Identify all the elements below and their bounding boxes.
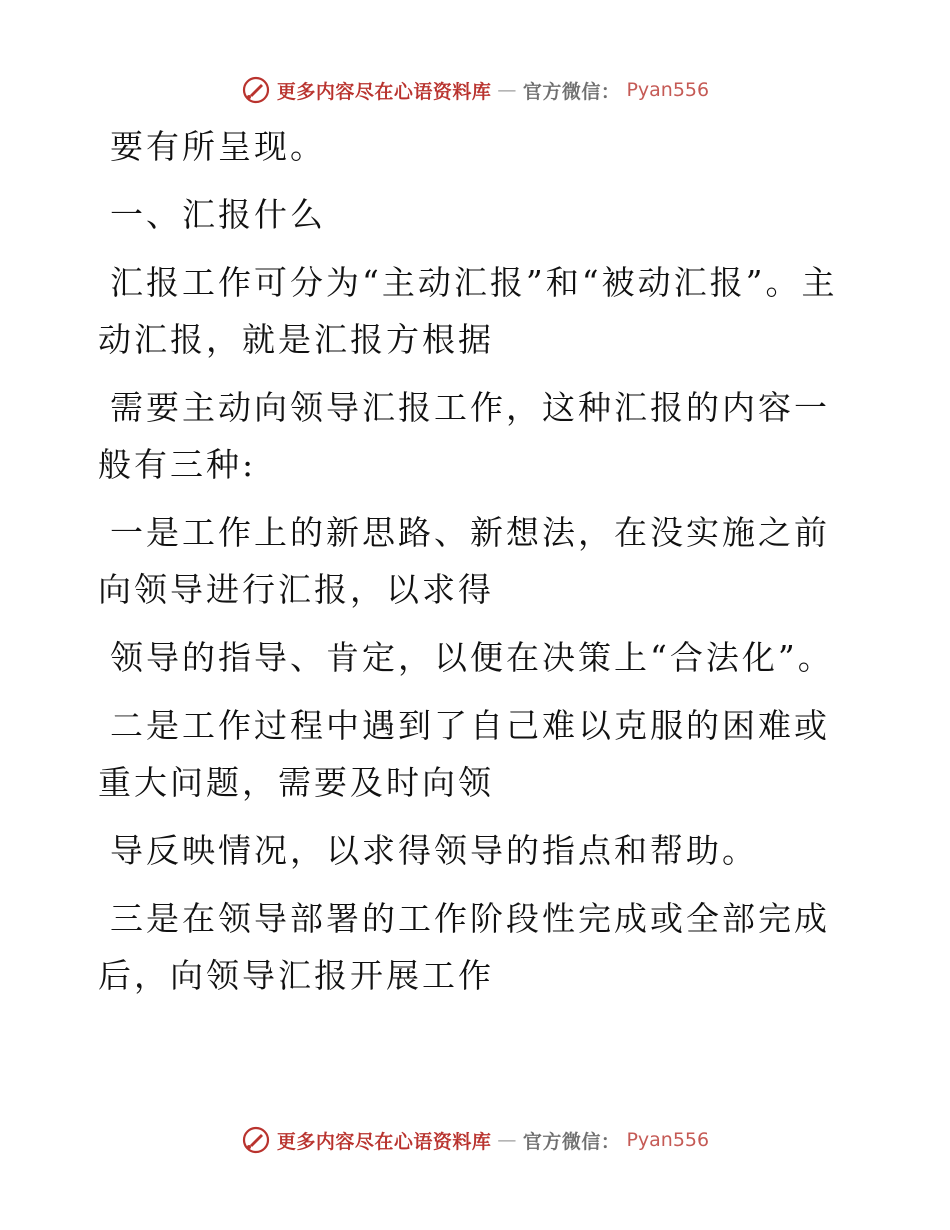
header-dash: —: [497, 79, 517, 101]
paragraph-7: 二是工作过程中遇到了自己难以克服的困难或重大问题，需要及时向领: [98, 706, 830, 802]
brand-logo-icon: [241, 75, 271, 105]
footer-sub-text: 官方微信：: [522, 1130, 621, 1153]
paragraph-4: 需要主动向领导汇报工作，这种汇报的内容一般有三种:: [98, 388, 830, 484]
paragraph-6: 领导的指导、肯定，以便在决策上“合法化”。: [110, 638, 834, 677]
paragraph-8: 导反映情况，以求得领导的指点和帮助。: [110, 831, 758, 870]
footer-dash: —: [497, 1129, 517, 1151]
paragraph-5: 一是工作上的新思路、新想法，在没实施之前向领导进行汇报，以求得: [98, 513, 830, 609]
header-brand-text: 更多内容尽在心语资料库: [276, 80, 492, 103]
paragraph-3: 汇报工作可分为“主动汇报”和“被动汇报”。主动汇报，就是汇报方根据: [98, 263, 838, 359]
footer-banner: [0, 1120, 950, 1160]
footer-wechat-id: Pyan556: [626, 1129, 710, 1151]
brand-logo-icon: [241, 1125, 271, 1155]
footer-brand-text: 更多内容尽在心语资料库: [276, 1130, 492, 1153]
paragraph-2: 一、汇报什么: [110, 195, 326, 234]
header-wechat-id: Pyan556: [626, 79, 710, 101]
paragraph-1: 要有所呈现。: [110, 127, 326, 166]
paragraph-9: 三是在领导部署的工作阶段性完成或全部完成后，向领导汇报开展工作: [98, 899, 830, 995]
header-sub-text: 官方微信：: [522, 80, 621, 103]
header-banner: [0, 70, 950, 110]
document-body: [98, 118, 838, 1015]
